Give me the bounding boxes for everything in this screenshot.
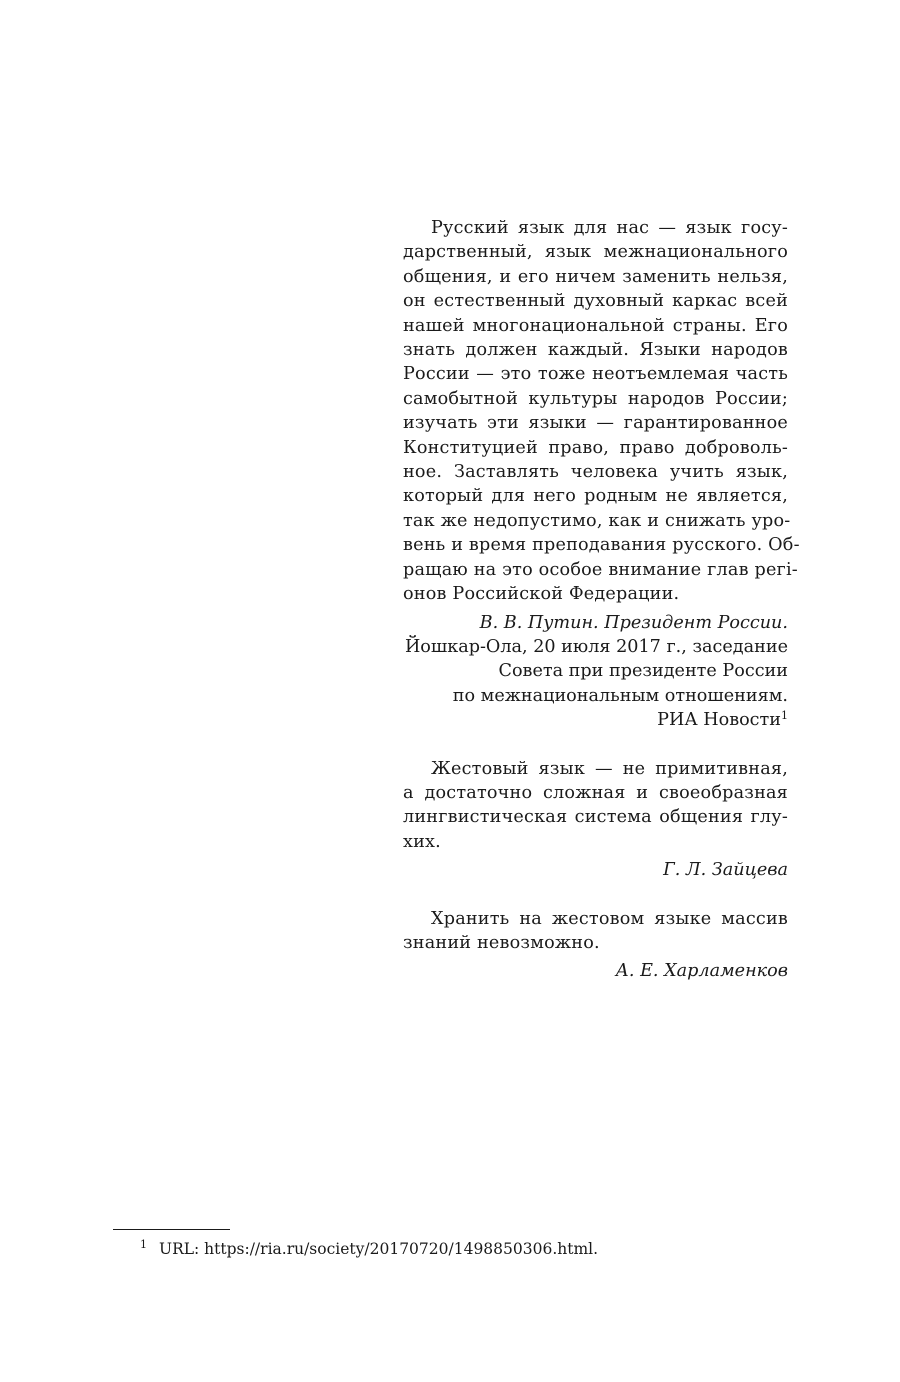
footnote bbox=[140, 1238, 598, 1260]
text-line: а достаточно сложная и своеобразная bbox=[403, 782, 788, 803]
text-line: Хранить на жестовом языке массив bbox=[431, 908, 788, 929]
text-line: онов Российской Федерации. bbox=[403, 584, 680, 605]
text-line: знать должен каждый. Языки народов bbox=[403, 340, 788, 361]
epigraph-text bbox=[403, 907, 788, 956]
footnote-separator bbox=[113, 1229, 230, 1230]
text-line: Конституцией право, право доброволь- bbox=[403, 437, 788, 458]
attribution-author: А. Е. Харламенков bbox=[615, 961, 788, 982]
text-line: Русский язык для нас — язык госу- bbox=[431, 218, 788, 238]
attribution-line: Совета при президенте России bbox=[498, 661, 788, 682]
text-line: ное. Заставлять человека учить язык, bbox=[403, 462, 788, 483]
epigraph-text bbox=[403, 216, 800, 607]
epigraph-kharlamenkov bbox=[403, 907, 788, 984]
attribution-line: по межнациональным отношениям. bbox=[452, 685, 788, 706]
text-line: вень и время преподавания русского. Об- bbox=[403, 535, 800, 556]
epigraph-putin bbox=[403, 216, 800, 733]
footnote-reference[interactable]: 1 bbox=[781, 709, 788, 723]
text-line: Жестовый язык — не примитивная, bbox=[431, 758, 788, 779]
text-line: нашей многонациональной страны. Его bbox=[403, 315, 788, 336]
attribution-source bbox=[403, 708, 788, 732]
text-line: самобытной культуры народов России; bbox=[403, 388, 788, 409]
epigraph-zaitseva bbox=[403, 757, 788, 883]
attribution-author: В. В. Путин. Президент России. bbox=[479, 612, 788, 633]
text-line: так же недопустимо, как и снижать уро- bbox=[403, 510, 791, 531]
attribution-line: Йошкар-Ола, 20 июля 2017 г., заседание bbox=[404, 636, 788, 657]
epigraph-attribution bbox=[403, 858, 788, 882]
footnote-text[interactable]: URL: https://ria.ru/society/20170720/1498850306.html. bbox=[159, 1240, 599, 1258]
epigraph-text bbox=[403, 757, 788, 855]
text-line: общения, и его ничем заменить нельзя, bbox=[403, 266, 788, 287]
text-line: дарственный, язык межнационального bbox=[403, 242, 788, 263]
text-line: он естественный духовный каркас всей bbox=[403, 291, 788, 312]
text-line: России — это тоже неотъемлемая часть bbox=[403, 364, 788, 385]
epigraphs bbox=[403, 216, 800, 984]
source-name: РИА Новости bbox=[657, 710, 781, 731]
epigraph-attribution bbox=[403, 959, 788, 983]
attribution-author: Г. Л. Зайцева bbox=[663, 860, 788, 881]
text-line: знаний невозможно. bbox=[403, 932, 600, 953]
text-line: который для него родным не является, bbox=[403, 486, 788, 507]
text-line: хих. bbox=[403, 831, 441, 852]
text-line: лингвистическая система общения глу- bbox=[403, 807, 788, 828]
footnote-number: 1 bbox=[140, 1238, 147, 1251]
epigraph-attribution bbox=[403, 611, 788, 733]
text-line: изучать эти языки — гарантированное bbox=[403, 413, 788, 434]
text-line: ращаю на это особое внимание глав регі- bbox=[403, 559, 798, 580]
